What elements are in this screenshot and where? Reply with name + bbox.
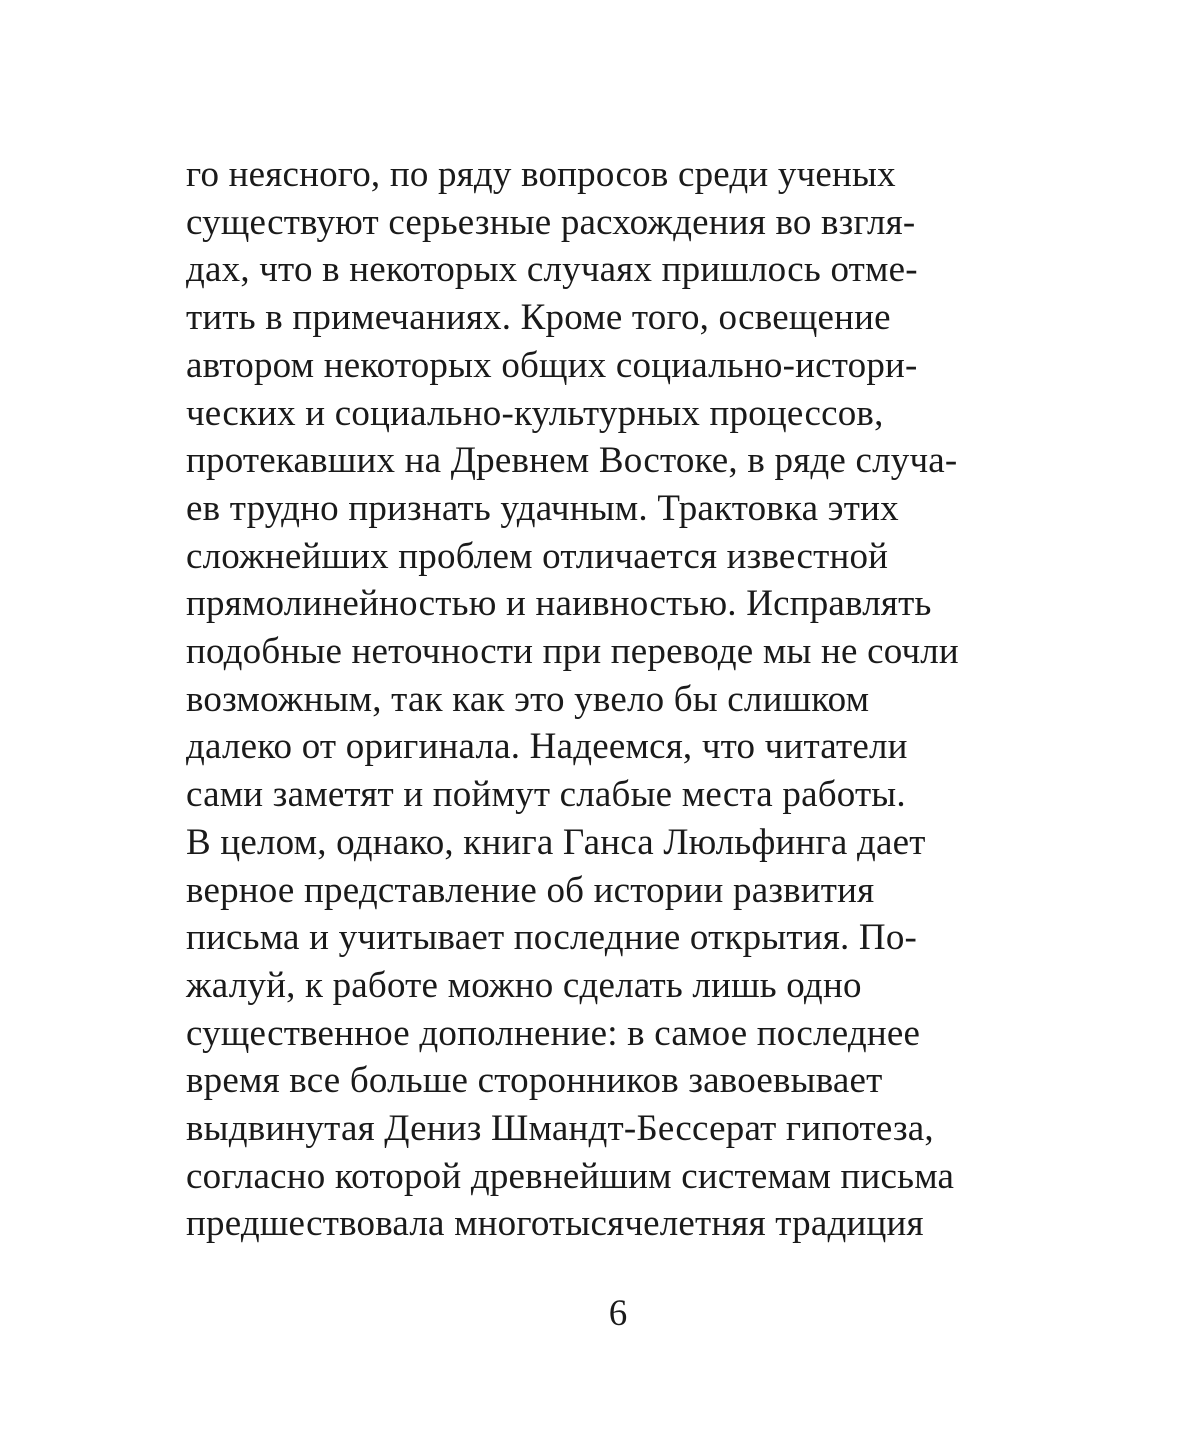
- text-line: сами заметят и поймут слабые места работы.: [186, 774, 906, 816]
- text-line: существуют серьезные расхождения во взгля-: [186, 201, 916, 243]
- text-line: время все больше сторонников завоевывает: [186, 1060, 883, 1102]
- text-line: жалуй, к работе можно сделать лишь одно: [186, 964, 862, 1006]
- text-line: автором некоторых общих социально-истори-: [186, 344, 918, 386]
- text-line: верное представление об истории развития: [186, 869, 875, 911]
- text-line: далеко от оригинала. Надеемся, что читатели: [186, 726, 908, 768]
- text-line: подобные неточности при переводе мы не сочли: [186, 631, 959, 673]
- text-line: согласно которой древнейшим системам письма: [186, 1155, 955, 1197]
- text-line: выдвинутая Дениз Шмандт-Бессерат гипотеза,: [186, 1108, 934, 1150]
- text-line: возможным, так как это увело бы слишком: [186, 678, 870, 720]
- text-line: существенное дополнение: в самое последнее: [186, 1012, 921, 1054]
- text-line: В целом, однако, книга Ганса Люльфинга дает: [186, 821, 926, 863]
- text-line: тить в примечаниях. Кроме того, освещение: [186, 297, 891, 339]
- text-line: го неясного, по ряду вопросов среди ученых: [186, 154, 896, 195]
- page-number: 6: [608, 1293, 628, 1334]
- body-text: [186, 151, 1066, 1248]
- text-line: дах, что в некоторых случаях пришлось отме-: [186, 249, 918, 291]
- text-line: ев трудно признать удачным. Трактовка этих: [186, 487, 899, 529]
- text-line: протекавших на Древнем Востоке, в ряде случа-: [186, 440, 958, 482]
- text-line: прямолинейностью и наивностью. Исправлять: [186, 583, 932, 625]
- text-line: ческих и социально-культурных процессов,: [186, 392, 884, 434]
- text-line: письма и учитывает последние открытия. По-: [186, 917, 918, 959]
- text-line: сложнейших проблем отличается известной: [186, 535, 889, 577]
- text-line: предшествовала многотысячелетняя традиция: [186, 1203, 924, 1245]
